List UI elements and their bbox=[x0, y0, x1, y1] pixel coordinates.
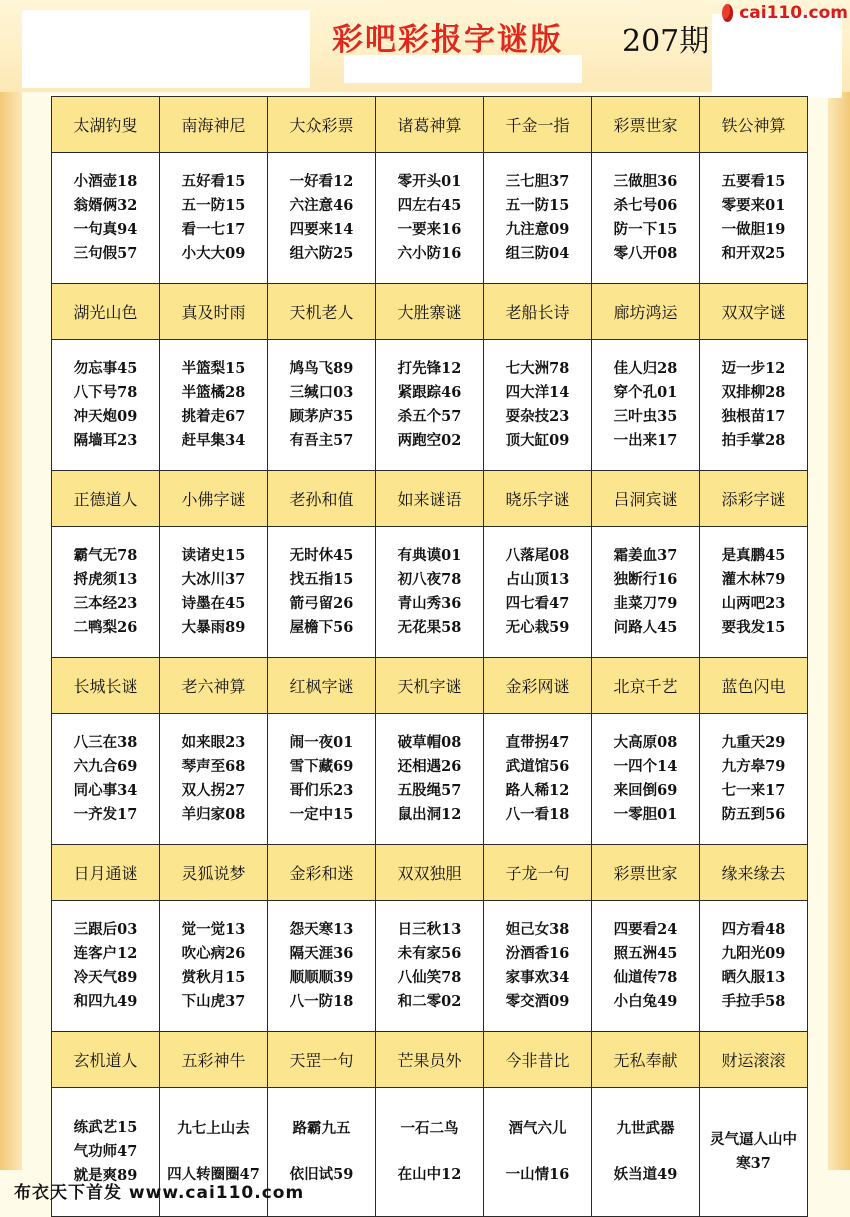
riddle-line: 半篮橘28 bbox=[181, 384, 246, 401]
left-border-decoration bbox=[0, 0, 22, 1170]
riddle-line: 哥们乐23 bbox=[289, 782, 354, 799]
right-border-decoration bbox=[828, 0, 850, 1170]
riddle-line: 一要来16 bbox=[397, 221, 462, 238]
riddle-cell bbox=[160, 901, 268, 1032]
riddle-line: 霸气无78 bbox=[73, 547, 138, 564]
riddle-line: 练武艺15 bbox=[73, 1119, 138, 1136]
riddle-line: 觉一觉13 bbox=[181, 921, 246, 938]
riddle-line: 防五到56 bbox=[721, 806, 786, 823]
riddle-cell bbox=[268, 714, 376, 845]
riddle-cell bbox=[376, 901, 484, 1032]
column-header: 彩票世家 bbox=[592, 97, 700, 153]
riddle-cell bbox=[700, 1088, 808, 1217]
riddle-line: 零开头01 bbox=[397, 173, 462, 190]
riddle-line: 汾酒香16 bbox=[505, 945, 570, 962]
riddle-line: 鼠出洞12 bbox=[397, 806, 462, 823]
riddle-cell bbox=[592, 340, 700, 471]
riddle-line: 八仙笑78 bbox=[397, 969, 462, 986]
riddle-line: 和开双25 bbox=[721, 245, 786, 262]
blank-area bbox=[22, 10, 310, 88]
riddle-line: 小大大09 bbox=[181, 245, 246, 262]
column-header: 晓乐字谜 bbox=[484, 471, 592, 527]
riddle-line: 霜姜血37 bbox=[613, 547, 678, 564]
riddle-cell bbox=[700, 901, 808, 1032]
column-header: 添彩字谜 bbox=[700, 471, 808, 527]
riddle-line: 四要来14 bbox=[289, 221, 354, 238]
riddle-line: 八落尾08 bbox=[505, 547, 570, 564]
riddle-line: 就是爽89 bbox=[73, 1167, 138, 1184]
riddle-line: 组六防25 bbox=[289, 245, 354, 262]
riddle-line: 仙道传78 bbox=[613, 969, 678, 986]
column-header: 老船长诗 bbox=[484, 284, 592, 340]
column-header: 正德道人 bbox=[52, 471, 160, 527]
riddle-row bbox=[52, 527, 808, 658]
riddle-line: 拍手掌28 bbox=[721, 432, 786, 449]
riddle-line: 山两吧23 bbox=[721, 595, 786, 612]
riddle-cell bbox=[268, 901, 376, 1032]
column-header: 五彩神牛 bbox=[160, 1032, 268, 1088]
riddle-line: 大冰川37 bbox=[181, 571, 246, 588]
riddle-line: 大暴雨89 bbox=[181, 619, 246, 636]
issue-number: 207期 bbox=[622, 24, 710, 59]
riddle-line: 小酒壶18 bbox=[73, 173, 138, 190]
riddle-row bbox=[52, 901, 808, 1032]
column-header: 北京千艺 bbox=[592, 658, 700, 714]
riddle-line: 找五指15 bbox=[289, 571, 354, 588]
riddle-line: 六小防16 bbox=[397, 245, 462, 262]
header-row bbox=[52, 97, 808, 153]
column-header: 大众彩票 bbox=[268, 97, 376, 153]
column-header: 金彩网谜 bbox=[484, 658, 592, 714]
riddle-line: 五一防15 bbox=[505, 197, 570, 214]
riddle-line: 三缄口03 bbox=[289, 384, 354, 401]
column-header: 子龙一句 bbox=[484, 845, 592, 901]
riddle-line: 零八开08 bbox=[613, 245, 678, 262]
column-header: 天机老人 bbox=[268, 284, 376, 340]
riddle-line: 无花果58 bbox=[397, 619, 462, 636]
riddle-line: 杀七号06 bbox=[613, 197, 678, 214]
column-header: 湖光山色 bbox=[52, 284, 160, 340]
riddle-line: 冲天炮09 bbox=[73, 408, 138, 425]
column-header: 铁公神算 bbox=[700, 97, 808, 153]
riddle-line: 是真鹏45 bbox=[721, 547, 786, 564]
riddle-cell bbox=[376, 527, 484, 658]
column-header: 吕洞宾谜 bbox=[592, 471, 700, 527]
riddle-cell bbox=[592, 1088, 700, 1217]
riddle-line: 四左右45 bbox=[397, 197, 462, 214]
riddle-line: 鸠鸟飞89 bbox=[289, 360, 354, 377]
riddle-line: 一做胆19 bbox=[721, 221, 786, 238]
riddle-line: 四七看47 bbox=[505, 595, 570, 612]
riddle-line: 翁婿俩32 bbox=[73, 197, 138, 214]
footer-text: 布衣天下首发 www.cai110.com bbox=[14, 1183, 305, 1203]
riddle-line: 手拉手58 bbox=[721, 993, 786, 1010]
riddle-line: 耍杂技23 bbox=[505, 408, 570, 425]
riddle-line: 九世武器 bbox=[616, 1120, 675, 1137]
riddle-line: 冷天气89 bbox=[73, 969, 138, 986]
riddle-cell bbox=[268, 340, 376, 471]
riddle-line: 占山顶13 bbox=[505, 571, 570, 588]
riddle-cell bbox=[700, 340, 808, 471]
riddle-cell bbox=[484, 340, 592, 471]
riddle-line: 赏秋月15 bbox=[181, 969, 246, 986]
riddle-line: 羊归家08 bbox=[181, 806, 246, 823]
riddle-line: 无时休45 bbox=[289, 547, 354, 564]
riddle-line: 妲己女38 bbox=[505, 921, 570, 938]
riddle-line: 零交酒09 bbox=[505, 993, 570, 1010]
riddle-cell bbox=[592, 527, 700, 658]
riddle-line: 打先锋12 bbox=[397, 360, 462, 377]
riddle-line: 家事欢34 bbox=[505, 969, 570, 986]
riddle-line: 寒37 bbox=[736, 1155, 771, 1172]
riddle-cell bbox=[52, 340, 160, 471]
riddle-cell bbox=[592, 901, 700, 1032]
riddle-line: 九重天29 bbox=[721, 734, 786, 751]
riddle-line: 九注意09 bbox=[505, 221, 570, 238]
riddle-line: 日三秋13 bbox=[397, 921, 462, 938]
header-row bbox=[52, 658, 808, 714]
riddle-line bbox=[160, 1141, 267, 1163]
riddle-line: 韭菜刀79 bbox=[613, 595, 678, 612]
riddle-line: 三跟后03 bbox=[73, 921, 138, 938]
riddle-line: 酒气六儿 bbox=[508, 1120, 567, 1137]
riddle-line: 挑着走67 bbox=[181, 408, 246, 425]
riddle-line: 五要看15 bbox=[721, 173, 786, 190]
riddle-line: 和二零02 bbox=[397, 993, 462, 1010]
riddle-line: 怨天寒13 bbox=[289, 921, 354, 938]
riddle-line: 半篮梨15 bbox=[181, 360, 246, 377]
riddle-line: 零要来01 bbox=[721, 197, 786, 214]
riddle-line: 双人拐27 bbox=[181, 782, 246, 799]
riddle-line: 灌木林79 bbox=[721, 571, 786, 588]
riddle-line: 六九合69 bbox=[73, 758, 138, 775]
riddle-cell bbox=[268, 153, 376, 284]
riddle-cell bbox=[160, 340, 268, 471]
column-header: 千金一指 bbox=[484, 97, 592, 153]
riddle-line: 一出来17 bbox=[613, 432, 678, 449]
riddle-line: 晒久服13 bbox=[721, 969, 786, 986]
riddle-line: 三七胆37 bbox=[505, 173, 570, 190]
column-header: 日月通谜 bbox=[52, 845, 160, 901]
riddle-line: 有吾主57 bbox=[289, 432, 354, 449]
riddle-line: 顾茅庐35 bbox=[289, 408, 354, 425]
riddle-line: 勿忘事45 bbox=[73, 360, 138, 377]
riddle-line: 五好看15 bbox=[181, 173, 246, 190]
column-header: 廊坊鸿运 bbox=[592, 284, 700, 340]
riddle-cell bbox=[52, 527, 160, 658]
riddle-line: 九方皋79 bbox=[721, 758, 786, 775]
riddle-line: 初八夜78 bbox=[397, 571, 462, 588]
riddle-line: 三本经23 bbox=[73, 595, 138, 612]
logo-text: cai110.com bbox=[739, 3, 848, 23]
column-header: 长城长谜 bbox=[52, 658, 160, 714]
riddle-line: 照五洲45 bbox=[613, 945, 678, 962]
column-header: 老孙和值 bbox=[268, 471, 376, 527]
riddle-cell bbox=[160, 714, 268, 845]
riddle-line: 一四个14 bbox=[613, 758, 678, 775]
column-header: 双双字谜 bbox=[700, 284, 808, 340]
riddle-line: 一齐发17 bbox=[73, 806, 138, 823]
riddle-line: 八三在38 bbox=[73, 734, 138, 751]
header-row bbox=[52, 845, 808, 901]
riddle-line: 二鸭梨26 bbox=[73, 619, 138, 636]
blank-area bbox=[712, 14, 842, 98]
riddle-cell bbox=[376, 714, 484, 845]
riddle-line: 雪下藏69 bbox=[289, 758, 354, 775]
riddle-row bbox=[52, 153, 808, 284]
riddle-row bbox=[52, 340, 808, 471]
riddle-line bbox=[376, 1141, 483, 1163]
riddle-line: 四要看24 bbox=[613, 921, 678, 938]
riddle-line: 隔天涯36 bbox=[289, 945, 354, 962]
riddle-cell bbox=[484, 714, 592, 845]
riddle-cell bbox=[52, 901, 160, 1032]
riddle-line: 五股绳57 bbox=[397, 782, 462, 799]
column-header: 大胜寨谜 bbox=[376, 284, 484, 340]
riddle-cell bbox=[376, 1088, 484, 1217]
riddle-table bbox=[51, 96, 808, 1217]
riddle-row bbox=[52, 714, 808, 845]
riddle-line: 组三防04 bbox=[505, 245, 570, 262]
column-header: 缘来缘去 bbox=[700, 845, 808, 901]
riddle-line: 在山中12 bbox=[397, 1166, 462, 1183]
riddle-line bbox=[484, 1141, 591, 1163]
riddle-line: 杀五个57 bbox=[397, 408, 462, 425]
riddle-line: 隔墙耳23 bbox=[73, 432, 138, 449]
riddle-line: 捋虎须13 bbox=[73, 571, 138, 588]
riddle-line: 九阳光09 bbox=[721, 945, 786, 962]
riddle-line: 和四九49 bbox=[73, 993, 138, 1010]
riddle-line: 箭弓留26 bbox=[289, 595, 354, 612]
column-header: 芒果员外 bbox=[376, 1032, 484, 1088]
column-header: 如来谜语 bbox=[376, 471, 484, 527]
riddle-line: 七大洲78 bbox=[505, 360, 570, 377]
riddle-line: 一石二鸟 bbox=[400, 1120, 459, 1137]
riddle-line: 破草帽08 bbox=[397, 734, 462, 751]
riddle-line: 如来眼23 bbox=[181, 734, 246, 751]
header-row bbox=[52, 471, 808, 527]
riddle-cell bbox=[592, 153, 700, 284]
riddle-line: 闹一夜01 bbox=[289, 734, 354, 751]
riddle-line: 武道馆56 bbox=[505, 758, 570, 775]
riddle-line: 独根苗17 bbox=[721, 408, 786, 425]
riddle-line: 九七上山去 bbox=[177, 1120, 250, 1137]
riddle-line: 八一看18 bbox=[505, 806, 570, 823]
column-header: 玄机道人 bbox=[52, 1032, 160, 1088]
column-header: 红枫字谜 bbox=[268, 658, 376, 714]
riddle-line: 八下号78 bbox=[73, 384, 138, 401]
riddle-cell bbox=[484, 527, 592, 658]
header-row bbox=[52, 284, 808, 340]
riddle-line: 读诸史15 bbox=[181, 547, 246, 564]
riddle-line: 四方看48 bbox=[721, 921, 786, 938]
column-header: 蓝色闪电 bbox=[700, 658, 808, 714]
riddle-cell bbox=[700, 153, 808, 284]
riddle-cell bbox=[700, 714, 808, 845]
riddle-line: 穿个孔01 bbox=[613, 384, 678, 401]
riddle-line: 四大洋14 bbox=[505, 384, 570, 401]
riddle-line: 一句真94 bbox=[73, 221, 138, 238]
riddle-line: 顶大缸09 bbox=[505, 432, 570, 449]
riddle-line: 一山情16 bbox=[505, 1166, 570, 1183]
column-header: 太湖钓叟 bbox=[52, 97, 160, 153]
riddle-cell bbox=[52, 153, 160, 284]
riddle-cell bbox=[376, 340, 484, 471]
riddle-cell bbox=[268, 527, 376, 658]
column-header: 财运滚滚 bbox=[700, 1032, 808, 1088]
riddle-line: 双排柳28 bbox=[721, 384, 786, 401]
column-header: 小佛字谜 bbox=[160, 471, 268, 527]
riddle-line: 一好看12 bbox=[289, 173, 354, 190]
riddle-line: 大高原08 bbox=[613, 734, 678, 751]
riddle-line: 依旧试59 bbox=[289, 1166, 354, 1183]
column-header: 灵狐说梦 bbox=[160, 845, 268, 901]
riddle-line: 六注意46 bbox=[289, 197, 354, 214]
riddle-line: 八一防18 bbox=[289, 993, 354, 1010]
riddle-line: 四人转圈圈47 bbox=[167, 1166, 260, 1183]
column-header: 诸葛神算 bbox=[376, 97, 484, 153]
riddle-line: 连客户12 bbox=[73, 945, 138, 962]
riddle-line: 还相遇26 bbox=[397, 758, 462, 775]
riddle-cell bbox=[592, 714, 700, 845]
riddle-cell bbox=[376, 153, 484, 284]
riddle-line: 两跑空02 bbox=[397, 432, 462, 449]
riddle-line: 无心栽59 bbox=[505, 619, 570, 636]
riddle-cell bbox=[484, 153, 592, 284]
riddle-line: 赶早集34 bbox=[181, 432, 246, 449]
column-header: 天机字谜 bbox=[376, 658, 484, 714]
riddle-line: 灵气逼人山中 bbox=[710, 1131, 797, 1148]
riddle-line: 同心事34 bbox=[73, 782, 138, 799]
riddle-line: 未有家56 bbox=[397, 945, 462, 962]
riddle-line: 顺顺顺39 bbox=[289, 969, 354, 986]
riddle-line: 三做胆36 bbox=[613, 173, 678, 190]
column-header: 无私奉献 bbox=[592, 1032, 700, 1088]
riddle-line: 青山秀36 bbox=[397, 595, 462, 612]
riddle-line: 路人稀12 bbox=[505, 782, 570, 799]
column-header: 双双独胆 bbox=[376, 845, 484, 901]
riddle-line: 下山虎37 bbox=[181, 993, 246, 1010]
riddle-cell bbox=[700, 527, 808, 658]
riddle-line: 琴声至68 bbox=[181, 758, 246, 775]
riddle-line: 吹心病26 bbox=[181, 945, 246, 962]
riddle-line: 一定中15 bbox=[289, 806, 354, 823]
riddle-cell bbox=[160, 153, 268, 284]
riddle-line bbox=[592, 1141, 699, 1163]
riddle-line: 有典谟01 bbox=[397, 547, 462, 564]
riddle-line: 佳人归28 bbox=[613, 360, 678, 377]
riddle-line: 防一下15 bbox=[613, 221, 678, 238]
riddle-line: 妖当道49 bbox=[613, 1166, 678, 1183]
riddle-line: 迈一步12 bbox=[721, 360, 786, 377]
column-header: 天罡一句 bbox=[268, 1032, 376, 1088]
riddle-line: 三句假57 bbox=[73, 245, 138, 262]
riddle-line bbox=[268, 1141, 375, 1163]
column-header: 今非昔比 bbox=[484, 1032, 592, 1088]
riddle-line: 独断行16 bbox=[613, 571, 678, 588]
header-row bbox=[52, 1032, 808, 1088]
riddle-cell bbox=[160, 527, 268, 658]
column-header: 金彩和迷 bbox=[268, 845, 376, 901]
logo-icon bbox=[722, 4, 733, 22]
riddle-line: 路霸九五 bbox=[292, 1120, 351, 1137]
column-header: 真及时雨 bbox=[160, 284, 268, 340]
column-header: 老六神算 bbox=[160, 658, 268, 714]
riddle-line: 五一防15 bbox=[181, 197, 246, 214]
riddle-line: 问路人45 bbox=[613, 619, 678, 636]
riddle-line: 看一七17 bbox=[181, 221, 246, 238]
site-logo[interactable] bbox=[722, 0, 848, 26]
blank-area bbox=[344, 55, 582, 83]
riddle-line: 要我发15 bbox=[721, 619, 786, 636]
column-header: 南海神尼 bbox=[160, 97, 268, 153]
riddle-line: 一零胆01 bbox=[613, 806, 678, 823]
riddle-line: 直带拐47 bbox=[505, 734, 570, 751]
riddle-line: 来回倒69 bbox=[613, 782, 678, 799]
riddle-line: 三叶虫35 bbox=[613, 408, 678, 425]
riddle-line: 小白兔49 bbox=[613, 993, 678, 1010]
riddle-cell bbox=[484, 901, 592, 1032]
riddle-line: 屋檐下56 bbox=[289, 619, 354, 636]
riddle-line: 诗墨在45 bbox=[181, 595, 246, 612]
riddle-cell bbox=[484, 1088, 592, 1217]
riddle-line: 紧跟踪46 bbox=[397, 384, 462, 401]
column-header: 彩票世家 bbox=[592, 845, 700, 901]
page-title: 彩吧彩报字谜版 bbox=[332, 22, 563, 58]
riddle-line: 气功师47 bbox=[73, 1143, 138, 1160]
riddle-line: 七一来17 bbox=[721, 782, 786, 799]
riddle-cell bbox=[52, 714, 160, 845]
